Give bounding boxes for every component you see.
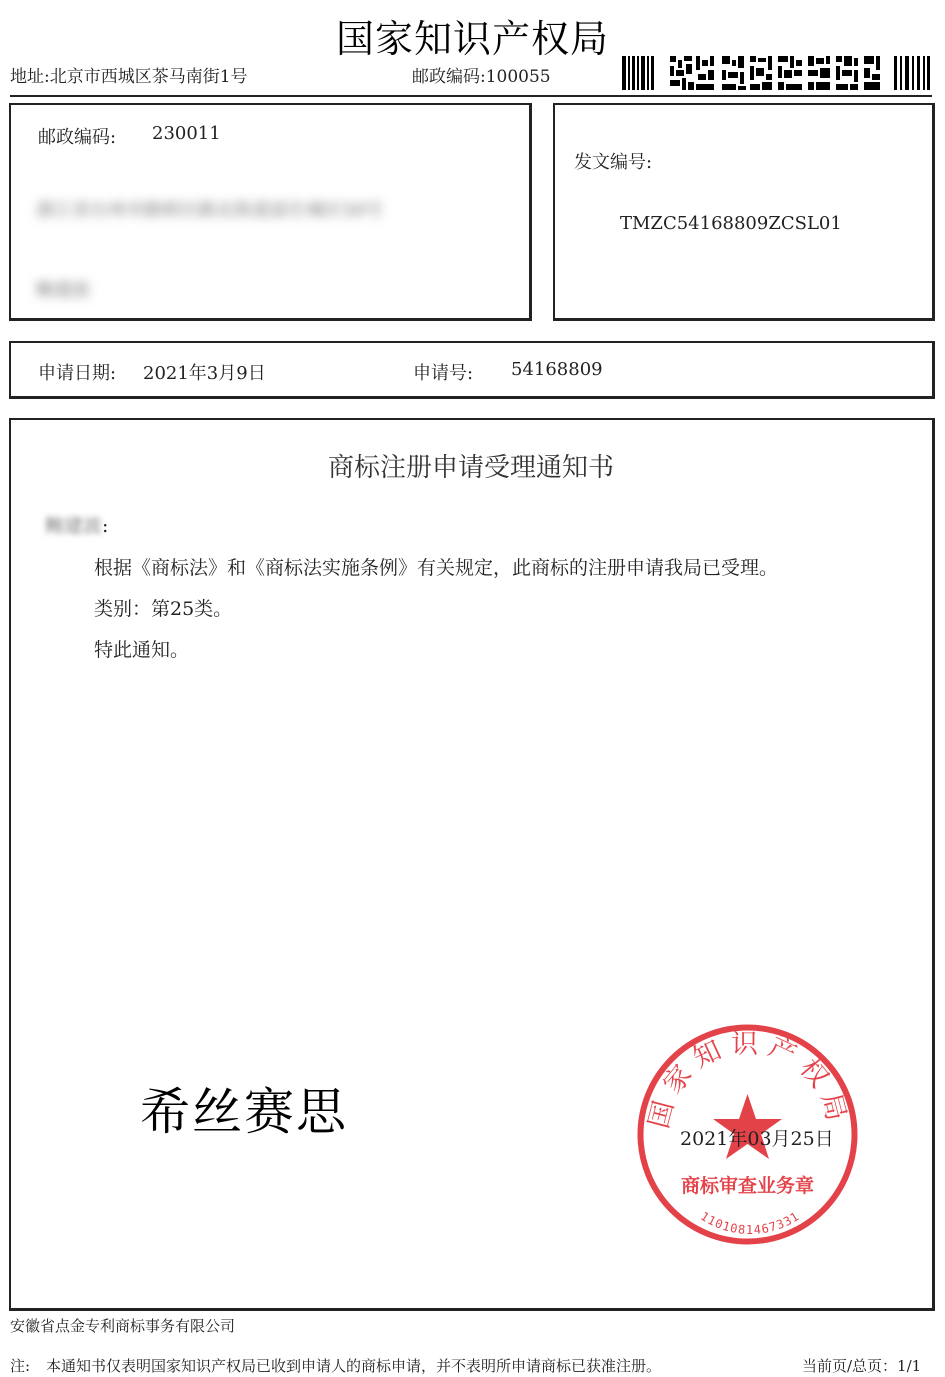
application-no-label: 申请号:	[413, 363, 474, 384]
footer-note-label: 注:	[10, 1357, 31, 1375]
office-title: 国家知识产权局	[335, 17, 609, 61]
application-date-label: 申请日期:	[38, 363, 117, 384]
seal-code-text: 1101081467331	[698, 1208, 802, 1237]
recipient-address-redacted: 浙江省台州市路桥区路北街道富仕城区50号	[36, 200, 383, 221]
dispatch-label: 发文编号:	[574, 152, 653, 173]
header-divider	[10, 95, 932, 97]
salutation-punct: :	[102, 515, 109, 537]
trademark-name: 希丝赛思	[140, 1083, 348, 1141]
recipient-postcode-value: 230011	[152, 123, 221, 144]
office-postcode: 邮政编码:100055	[412, 67, 551, 87]
agent-name: 安徽省点金专利商标事务有限公司	[10, 1317, 236, 1335]
notice-title: 商标注册申请受理通知书	[327, 453, 614, 483]
salutation	[45, 511, 108, 538]
application-no-value: 54168809	[511, 359, 603, 380]
seal-org-text: 国家知识产权局	[643, 1029, 854, 1132]
recipient-postcode-label: 邮政编码:	[38, 127, 117, 148]
salutation-name: 鲍建波	[45, 515, 103, 537]
notice-line-1: 根据《商标法》和《商标法实施条例》有关规定，此商标的注册申请我局已受理。	[94, 557, 779, 579]
notice-date: 2021年03月25日	[680, 1128, 834, 1150]
notice-line-3: 特此通知。	[94, 639, 190, 661]
footer-note: 本通知书仅表明国家知识产权局已收到申请人的商标申请，并不表明所申请商标已获准注册。	[46, 1357, 662, 1375]
notice-line-2: 类别：第25类。	[94, 598, 233, 620]
barcode	[622, 56, 930, 90]
application-date-value: 2021年3月9日	[143, 363, 266, 384]
seal-dept-text: 商标审查业务章	[680, 1175, 815, 1197]
dispatch-number: TMZC54168809ZCSL01	[620, 213, 842, 234]
recipient-name-redacted: 鲍建波	[36, 280, 90, 301]
dispatch-box	[553, 103, 935, 321]
office-address: 地址:北京市西城区茶马南街1号	[10, 67, 248, 87]
page-indicator: 当前页/总页：1/1	[802, 1357, 922, 1375]
